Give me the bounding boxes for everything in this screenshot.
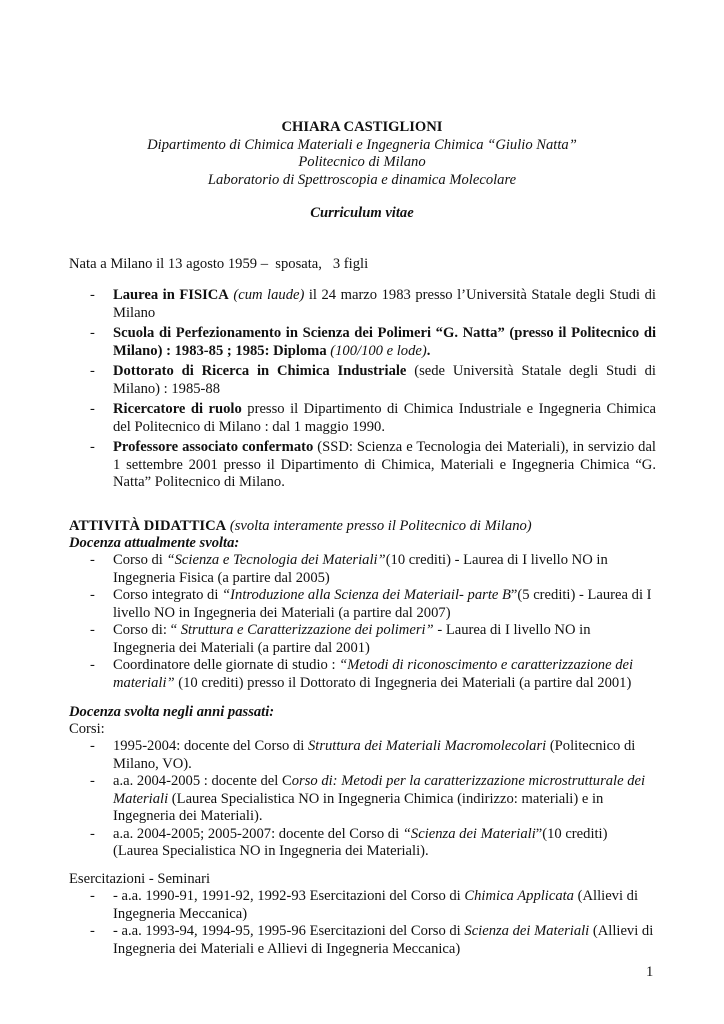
list-dash: - <box>90 587 95 603</box>
list-dash: - <box>90 439 95 455</box>
course-name: “Metodi di riconoscimento e caratterizzazione dei materiali” <box>113 657 634 691</box>
course-name: “Scienza e Tecnologia dei Materiali” <box>166 552 386 568</box>
exercises-list <box>0 888 724 958</box>
degree-detail: (sede Università Statale degli Studi di Milano) : 1985-88 <box>113 363 656 397</box>
list-dash: - <box>90 773 95 789</box>
course-detail: (Politecnico di Milano, VO). <box>113 738 636 772</box>
list-item <box>0 587 724 622</box>
degree-title: Scuola di Perfezionamento in Scienza dei Polimeri “G. Natta” (presso il Politecnico di Milano) : 1983-85 ; 1985: Diploma <box>113 325 656 359</box>
course-detail: ”(5 crediti) - Laurea di I livello NO in Ingegneria dei Materiali (a partire dal 2007) <box>113 587 652 621</box>
list-dash: - <box>90 325 95 341</box>
course-detail: - Laurea di I livello NO in Ingegneria dei Materiali (a partire dal 2001) <box>113 622 591 656</box>
list-item <box>0 888 724 923</box>
teaching-title: ATTIVITÀ DIDATTICA <box>69 518 227 534</box>
list-item <box>0 826 724 861</box>
birth-info: Nata a Milano il 13 agosto 1959 – sposata, 3 figli <box>69 256 369 272</box>
course-text: Corso di <box>113 552 167 568</box>
degree-honor: (100/100 e lode) <box>326 342 427 359</box>
course-detail: (Allievi di Ingegneria Meccanica) <box>113 888 639 922</box>
degree-list <box>0 287 724 495</box>
course-detail: (Allievi di Ingegneria dei Materiali e Allievi di Ingegneria Meccanica) <box>113 923 654 957</box>
course-name: orso di: Metodi per la caratterizzazione microstrutturale dei Materiali <box>113 773 646 807</box>
list-dash: - <box>90 888 95 904</box>
list-dash: - <box>90 738 95 754</box>
university: Politecnico di Milano <box>298 154 426 170</box>
course-text: 1995-2004: docente del Corso di <box>113 738 308 754</box>
current-teaching-heading: Docenza attualmente svolta: <box>69 535 240 551</box>
course-name: Chimica Applicata <box>464 888 574 904</box>
department: Dipartimento di Chimica Materiali e Ingegneria Chimica “Giulio Natta” <box>147 136 577 153</box>
course-text: Corso integrato di <box>113 587 223 603</box>
course-text: a.a. 2004-2005 : docente del C <box>113 773 292 789</box>
degree-item <box>0 439 724 492</box>
current-teaching-list <box>0 552 724 692</box>
teaching-section-heading <box>69 518 669 536</box>
degree-detail: (SSD: Scienza e Tecnologia dei Materiali), in servizio dal 1 settembre 2001 presso il Dipartimento di Chimica, Materiali e Ingegneria Chimica “G. Natta” Politecnico di Milano. <box>113 439 656 490</box>
past-teaching-list <box>0 738 724 861</box>
degree-honor: (cum laude) <box>228 287 305 303</box>
list-dash: - <box>90 657 95 673</box>
list-dash: - <box>90 825 95 842</box>
course-text: Corso di: “ <box>113 622 181 638</box>
course-text: Coordinatore delle giornate di studio : <box>113 657 340 673</box>
exercises-label: Esercitazioni - Seminari <box>69 871 211 887</box>
course-name: “Introduzione alla Scienza dei Materiail- parte B <box>222 587 511 603</box>
teaching-note: (svolta interamente presso il Politecnico di Milano) <box>226 518 532 534</box>
course-name: “Scienza dei Materiali <box>402 825 536 842</box>
laboratory: Laboratorio di Spettroscopia e dinamica Molecolare <box>207 171 517 188</box>
degree-tail: . <box>426 342 431 359</box>
course-detail: ”(10 crediti) (Laurea Specialistica NO in Ingegneria dei Materiali). <box>113 825 608 859</box>
list-item <box>0 622 724 657</box>
course-detail: (10 crediti) presso il Dottorato di Ingegneria dei Materiali (a partire dal 2001) <box>174 674 632 691</box>
degree-detail: presso il Dipartimento di Chimica Industriale e Ingegneria Chimica del Politecnico di Milano : dal 1 maggio 1990. <box>113 401 656 435</box>
list-item <box>0 657 724 692</box>
course-detail: (10 crediti) - Laurea di I livello NO in Ingegneria Fisica (a partire dal 2005) <box>113 552 608 586</box>
course-text: - a.a. 1993-94, 1994-95, 1995-96 Esercitazioni del Corso di <box>113 923 465 939</box>
list-dash: - <box>90 923 95 939</box>
course-name: Struttura dei Materiali Macromolecolari <box>307 738 547 754</box>
degree-item <box>0 401 724 436</box>
course-name: Scienza dei Materiali <box>464 923 590 939</box>
degree-title: Ricercatore di ruolo <box>113 401 242 417</box>
list-dash: - <box>90 622 95 638</box>
past-teaching-heading: Docenza svolta negli anni passati: <box>69 704 275 720</box>
courses-label: Corsi: <box>69 721 105 737</box>
list-dash: - <box>90 552 95 568</box>
course-name: Struttura e Caratterizzazione dei polimeri” <box>180 622 434 638</box>
degree-item <box>0 363 724 398</box>
header <box>0 119 724 189</box>
course-detail: (Laurea Specialistica NO in Ingegneria Chimica (indirizzo: materiali) e in Ingegneria dei Materiali). <box>113 790 604 824</box>
list-item <box>0 552 724 587</box>
course-text: - a.a. 1990-91, 1991-92, 1992-93 Esercitazioni del Corso di <box>113 888 465 904</box>
degree-title: Professore associato confermato <box>113 439 314 455</box>
cv-title: Curriculum vitae <box>310 205 414 221</box>
course-text: a.a. 2004-2005; 2005-2007: docente del Corso di <box>113 825 403 842</box>
page-number: 1 <box>646 964 654 980</box>
list-item <box>0 923 724 958</box>
degree-item <box>0 325 724 360</box>
degree-title: Dottorato di Ricerca in Chimica Industriale <box>113 363 407 379</box>
list-dash: - <box>90 401 95 417</box>
degree-item <box>0 287 724 322</box>
list-dash: - <box>90 363 95 379</box>
list-item <box>0 738 724 773</box>
degree-title: Laurea in FISICA <box>113 287 229 303</box>
author-name: CHIARA CASTIGLIONI <box>281 119 443 135</box>
degree-detail: il 24 marzo 1983 presso l’Università Statale degli Studi di Milano <box>113 287 656 321</box>
list-item <box>0 773 724 826</box>
list-dash: - <box>90 287 95 303</box>
